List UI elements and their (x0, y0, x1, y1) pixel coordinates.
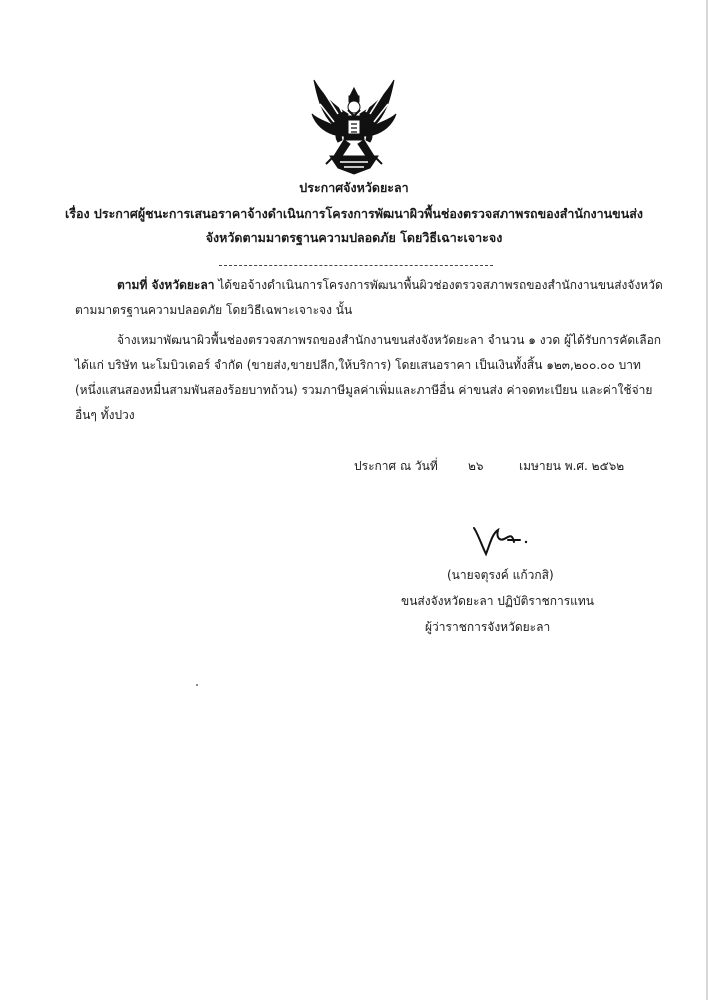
signatory-position-2: ผู้ว่าราชการจังหวัดยะลา (425, 620, 551, 634)
date-month-year: เมษายน พ.ศ. ๒๕๖๒ (519, 459, 625, 473)
subject-line-2: จังหวัดตามมาตรฐานความปลอดภัย โดยวิธีเฉาะเจาะจง (205, 230, 503, 245)
paragraph-1-text: ได้ขอจ้างดำเนินการโครงการพัฒนาพื้นผิวช่องตรวจสภาพรถของสำนักงานขนส่งจังหวัด (214, 278, 663, 292)
garuda-emblem-icon (304, 70, 404, 178)
signatory-position-1: ขนส่งจังหวัดยะลา ปฏิบัติราชการแทน (401, 594, 595, 608)
signatory-name: (นายจตุรงค์ แก้วกสิ) (447, 568, 554, 582)
handwritten-signature (470, 520, 530, 560)
scan-speck (196, 684, 198, 686)
subject-line-1: เรื่อง ประกาศผู้ชนะการเสนอราคาจ้างดำเนินการโครงการพัฒนาผิวพื้นช่องตรวจสภาพรถของสำนักงานขนส่ง (64, 206, 644, 221)
paragraph-2-line-1: จ้างเหมาพัฒนาผิวพื้นช่องตรวจสภาพรถของสำนักงานขนส่งจังหวัดยะลา จำนวน ๑ งวด ผู้ได้รับการคัดเลือก (117, 333, 662, 347)
date-label: ประกาศ ณ วันที่ (354, 459, 438, 473)
paragraph-1-line-2: ตามมาตรฐานความปลอดภัย โดยวิธีเฉพาะเจาะจง นั้น (75, 303, 353, 317)
announcement-title: ประกาศจังหวัดยะลา (299, 180, 409, 195)
paragraph-1-lead: ตามที่ จังหวัดยะลา (117, 278, 215, 292)
paragraph-1-line-1 (117, 273, 663, 298)
divider (219, 265, 493, 266)
paragraph-2-line-3: (หนึ่งแสนสองหมื่นสามพันสองร้อยบาทถ้วน) รวมภาษีมูลค่าเพิ่มและภาษีอื่น ค่าขนส่ง ค่าจดทะเบียน และค่าใช้จ่าย (75, 383, 653, 397)
paragraph-2-line-4: อื่นๆ ทั้งปวง (75, 408, 135, 422)
date-day: ๒๖ (468, 459, 484, 473)
paragraph-2-line-2: ได้แก่ บริษัท นะโมบิวเดอร์ จำกัด (ขายส่ง,ขายปลีก,ให้บริการ) โดยเสนอราคา เป็นเงินทั้งสิ้น ๑๒๓,๒๐๐.๐๐ บาท (75, 358, 641, 372)
